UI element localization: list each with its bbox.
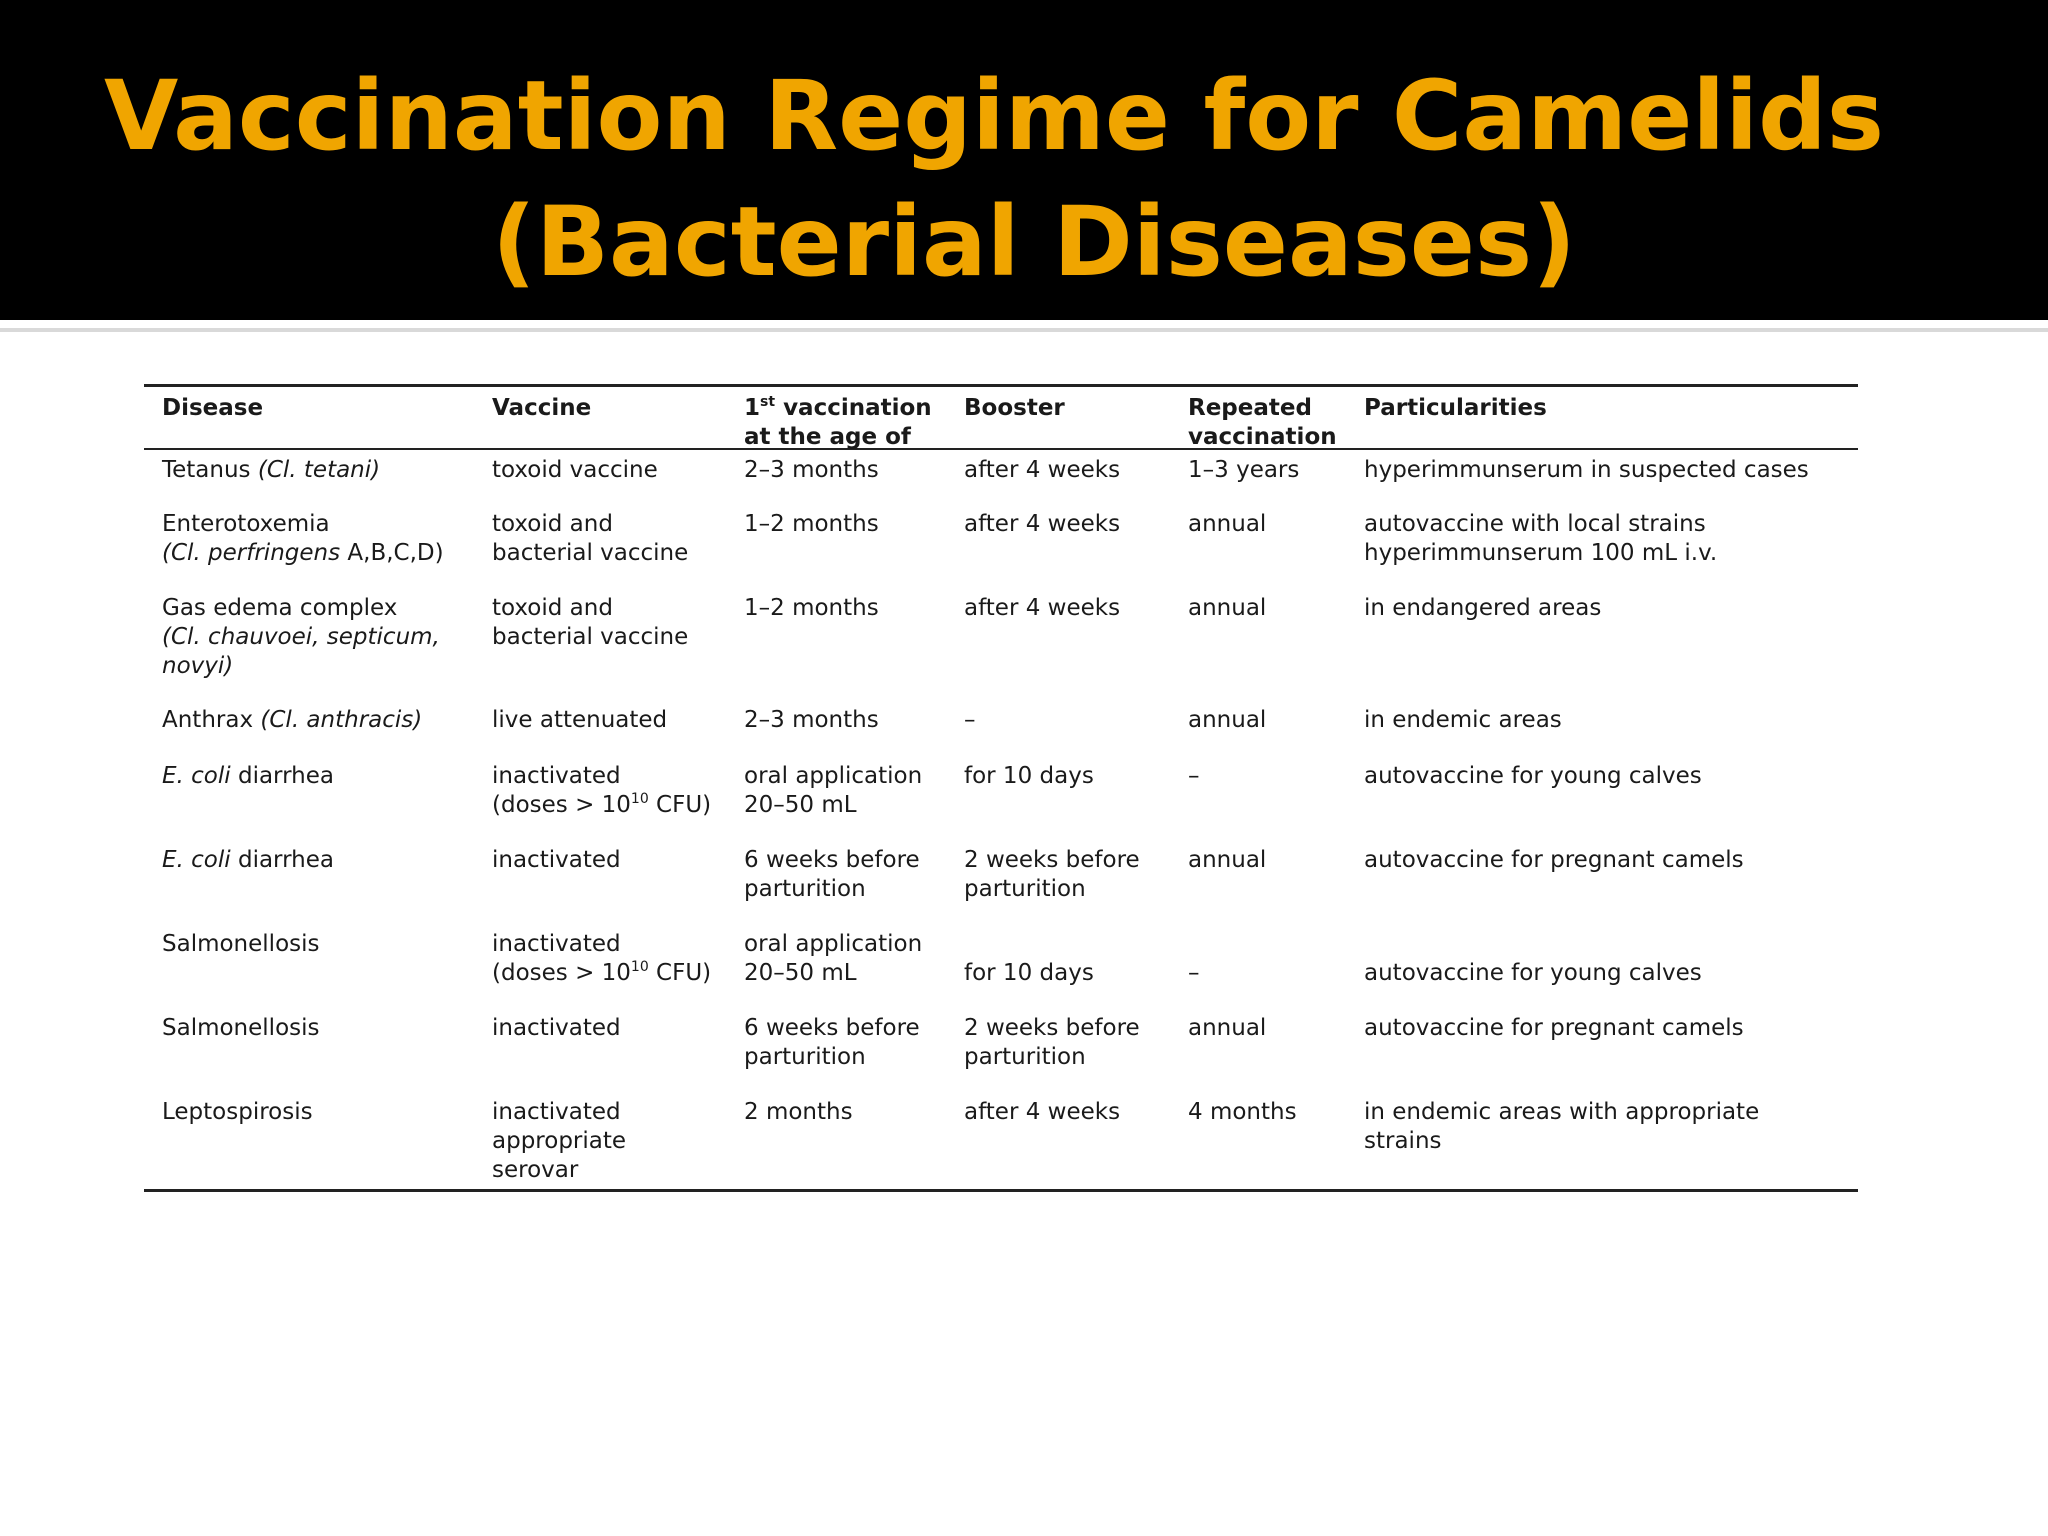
header-first-vaccination-line1: vaccination	[783, 395, 932, 421]
disease-text: diarrhea	[237, 763, 334, 789]
header-vaccine: Vaccine	[492, 395, 592, 421]
cell-first-vaccination-line: 20–50 mL	[744, 960, 857, 986]
cell-particularities	[1364, 959, 1702, 988]
vaccine-exponent: 10	[630, 959, 649, 975]
header-disease: Disease	[162, 395, 264, 421]
cell-first-vaccination-line: 20–50 mL	[744, 792, 857, 818]
cell-booster	[964, 1014, 1140, 1072]
cell-vaccine	[492, 706, 667, 735]
vaccine-line: inactivated	[492, 847, 621, 873]
cell-disease	[162, 456, 380, 485]
disease-text: Enterotoxemia	[162, 511, 330, 537]
cell-repeated	[1188, 456, 1299, 485]
cell-booster	[964, 456, 1120, 485]
cell-particularities	[1364, 706, 1562, 735]
vaccine-exponent: 10	[630, 791, 649, 807]
cell-disease	[162, 510, 444, 568]
header-booster: Booster	[964, 395, 1065, 421]
header-repeated-vaccination	[1188, 394, 1337, 452]
disease-italic: E. coli	[162, 847, 231, 873]
cell-repeated	[1188, 959, 1200, 988]
disease-italic: (Cl. perfringens	[162, 540, 341, 566]
cell-first-vaccination-line: oral application	[744, 763, 923, 789]
cell-first-vaccination-line: 2–3 months	[744, 457, 879, 483]
cell-repeated	[1188, 762, 1200, 791]
slide-title-line-2: (Bacterial Diseases)	[492, 186, 1576, 298]
cell-particularities-line: autovaccine for young calves	[1364, 960, 1702, 986]
table-bottom-rule	[144, 1189, 1858, 1192]
cell-repeated-line: annual	[1188, 595, 1267, 621]
vaccine-line: toxoid and	[492, 595, 613, 621]
vaccine-line: bacterial vaccine	[492, 540, 689, 566]
cell-repeated	[1188, 594, 1266, 623]
vaccine-line: appropriate	[492, 1128, 627, 1154]
cell-first-vaccination-line: 1–2 months	[744, 511, 879, 537]
cell-first-vaccination-line: 6 weeks before	[744, 847, 920, 873]
cell-particularities	[1364, 762, 1702, 791]
cell-particularities-line: hyperimmunserum 100 mL i.v.	[1364, 540, 1718, 566]
vaccine-text: (doses > 10	[492, 960, 631, 986]
header-repeated-line1: Repeated	[1188, 395, 1312, 421]
cell-first-vaccination	[744, 594, 879, 623]
cell-booster	[964, 594, 1120, 623]
disease-italic: E. coli	[162, 763, 231, 789]
cell-first-vaccination-line: 2–3 months	[744, 707, 879, 733]
cell-repeated-line: annual	[1188, 511, 1267, 537]
cell-booster-line: parturition	[964, 1044, 1086, 1070]
vaccine-text: CFU)	[648, 960, 712, 986]
disease-text: Salmonellosis	[162, 931, 320, 957]
cell-repeated	[1188, 706, 1266, 735]
cell-vaccine	[492, 594, 688, 652]
header-first-vaccination: 1st vaccination at the age of	[744, 394, 932, 450]
cell-particularities-line: in endangered areas	[1364, 595, 1602, 621]
cell-repeated	[1188, 846, 1266, 875]
cell-particularities-line: in endemic areas with appropriate	[1364, 1099, 1760, 1125]
cell-repeated-line: annual	[1188, 847, 1267, 873]
vaccine-line: toxoid and	[492, 511, 613, 537]
cell-particularities	[1364, 510, 1717, 568]
cell-vaccine	[492, 762, 711, 820]
cell-vaccine	[492, 1014, 621, 1043]
disease-line	[162, 456, 380, 485]
disease-text: Leptospirosis	[162, 1099, 313, 1125]
cell-disease	[162, 1014, 320, 1043]
cell-booster-line: after 4 weeks	[964, 511, 1121, 537]
title-separator	[0, 328, 2048, 332]
vaccine-line: inactivated	[492, 763, 621, 789]
vaccine-line: inactivated	[492, 1099, 621, 1125]
disease-line	[162, 539, 444, 568]
vaccine-text: CFU)	[648, 792, 712, 818]
disease-text: diarrhea	[237, 847, 334, 873]
cell-booster-line: 2 weeks before	[964, 1015, 1140, 1041]
cell-particularities-line: autovaccine for pregnant camels	[1364, 847, 1744, 873]
vaccine-line	[492, 959, 711, 988]
cell-booster	[964, 959, 1094, 988]
cell-particularities-line: strains	[1364, 1128, 1442, 1154]
cell-repeated-line: 4 months	[1188, 1099, 1297, 1125]
cell-booster	[964, 706, 976, 735]
cell-first-vaccination	[744, 706, 879, 735]
cell-booster-line: after 4 weeks	[964, 595, 1121, 621]
table-top-rule	[144, 384, 1858, 387]
disease-line	[162, 846, 334, 875]
disease-line	[162, 762, 334, 791]
cell-particularities-line: in endemic areas	[1364, 707, 1562, 733]
cell-particularities-line: hyperimmunserum in suspected cases	[1364, 457, 1809, 483]
cell-vaccine	[492, 510, 688, 568]
cell-disease	[162, 594, 440, 681]
vaccine-line: toxoid vaccine	[492, 457, 658, 483]
vaccine-line	[492, 791, 711, 820]
cell-booster-line: –	[964, 707, 976, 733]
cell-booster-line: for 10 days	[964, 960, 1094, 986]
header-repeated-line2: vaccination	[1188, 424, 1337, 450]
cell-repeated-line: 1–3 years	[1188, 457, 1300, 483]
table-header-rule	[144, 448, 1858, 450]
cell-first-vaccination	[744, 846, 920, 904]
header-particularities: Particularities	[1364, 395, 1547, 421]
disease-italic: (Cl. chauvoei, septicum,	[162, 624, 440, 650]
disease-italic: (Cl. anthracis)	[260, 707, 423, 733]
cell-first-vaccination	[744, 1014, 920, 1072]
cell-first-vaccination-line: 6 weeks before	[744, 1015, 920, 1041]
cell-first-vaccination-line: parturition	[744, 876, 866, 902]
cell-booster-line: after 4 weeks	[964, 1099, 1121, 1125]
cell-first-vaccination-line: parturition	[744, 1044, 866, 1070]
cell-repeated-line: annual	[1188, 707, 1267, 733]
cell-particularities-line: autovaccine for pregnant camels	[1364, 1015, 1744, 1041]
cell-particularities	[1364, 456, 1809, 485]
disease-italic: novyi)	[162, 653, 234, 679]
disease-text: Anthrax	[162, 707, 254, 733]
disease-text: Tetanus	[162, 457, 251, 483]
cell-first-vaccination-line: oral application	[744, 931, 923, 957]
disease-text: Gas edema complex	[162, 595, 398, 621]
cell-particularities-line: autovaccine for young calves	[1364, 763, 1702, 789]
disease-text: Salmonellosis	[162, 1015, 320, 1041]
cell-vaccine	[492, 456, 658, 485]
cell-booster	[964, 762, 1094, 791]
header-first-vaccination-sup: st	[760, 394, 776, 410]
cell-repeated-line: –	[1188, 960, 1200, 986]
cell-first-vaccination-line: 2 months	[744, 1099, 853, 1125]
cell-particularities	[1364, 1098, 1759, 1156]
cell-particularities	[1364, 1014, 1744, 1043]
cell-disease	[162, 1098, 313, 1127]
cell-repeated	[1188, 1014, 1266, 1043]
vaccine-text: (doses > 10	[492, 792, 631, 818]
vaccine-line: serovar	[492, 1157, 579, 1183]
vaccine-line: inactivated	[492, 931, 621, 957]
title-bar	[0, 0, 2048, 320]
cell-first-vaccination	[744, 930, 922, 988]
cell-first-vaccination-line: 1–2 months	[744, 595, 879, 621]
cell-first-vaccination	[744, 456, 879, 485]
cell-particularities	[1364, 594, 1601, 623]
vaccine-line: live attenuated	[492, 707, 668, 733]
cell-booster-line: parturition	[964, 876, 1086, 902]
cell-vaccine	[492, 846, 621, 875]
cell-disease	[162, 846, 334, 875]
cell-particularities-line: autovaccine with local strains	[1364, 511, 1706, 537]
cell-booster-line: 2 weeks before	[964, 847, 1140, 873]
vaccine-line: bacterial vaccine	[492, 624, 689, 650]
cell-disease	[162, 930, 320, 959]
cell-vaccine	[492, 1098, 626, 1185]
cell-booster	[964, 510, 1120, 539]
cell-repeated-line: annual	[1188, 1015, 1267, 1041]
cell-repeated-line: –	[1188, 763, 1200, 789]
cell-booster	[964, 1098, 1120, 1127]
cell-repeated	[1188, 1098, 1297, 1127]
cell-booster	[964, 846, 1140, 904]
cell-booster-line: after 4 weeks	[964, 457, 1121, 483]
disease-italic: (Cl. tetani)	[257, 457, 381, 483]
vaccine-line: inactivated	[492, 1015, 621, 1041]
cell-booster-line: for 10 days	[964, 763, 1094, 789]
header-first-vaccination-line2: at the age of	[744, 424, 911, 450]
disease-line	[162, 706, 422, 735]
cell-first-vaccination	[744, 510, 879, 539]
cell-disease	[162, 706, 422, 735]
cell-disease	[162, 762, 334, 791]
slide-title-line-1: Vaccination Regime for Camelids	[104, 60, 1884, 172]
cell-vaccine	[492, 930, 711, 988]
cell-first-vaccination	[744, 1098, 853, 1127]
disease-text: A,B,C,D)	[347, 540, 444, 566]
cell-repeated	[1188, 510, 1266, 539]
cell-first-vaccination	[744, 762, 922, 820]
cell-particularities	[1364, 846, 1744, 875]
